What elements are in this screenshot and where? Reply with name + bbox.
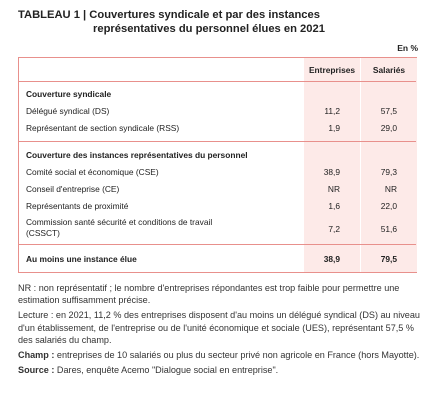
note-source: [18, 364, 422, 376]
section-heading-couverture-syndicale: Couverture syndicale: [26, 89, 112, 99]
table-title-line1: TABLEAU 1 | Couvertures syndicale et par des instances: [18, 9, 320, 21]
row-label-representants-proximite: Représentants de proximité: [26, 201, 129, 211]
cell-cse-entreprises: 38,9: [323, 167, 340, 177]
row-label-ds: Délégué syndical (DS): [26, 106, 110, 116]
cell-total-salaries: 79,5: [380, 254, 397, 264]
note-champ-text: entreprises de 10 salariés ou plus du secteur privé non agricole en France (hors Mayotte).: [54, 350, 420, 361]
row-label-cssct-line2: (CSSCT): [26, 227, 60, 238]
cell-cssct-salaries: 51,6: [380, 224, 397, 234]
cell-rss-salaries: 29,0: [380, 123, 397, 133]
row-label-total: Au moins une instance élue: [26, 254, 137, 264]
note-champ-label: Champ :: [18, 350, 55, 361]
row-label-ce: Conseil d'entreprise (CE): [26, 184, 120, 194]
data-table: [18, 57, 417, 273]
row-label-rss: Représentant de section syndicale (RSS): [26, 123, 180, 133]
row-label-cssct: [26, 217, 212, 238]
table-title-line2: représentatives du personnel élues en 2021: [93, 23, 325, 35]
header-divider: [19, 81, 416, 82]
note-source-label: Source :: [18, 365, 55, 376]
column-header-entreprises: Entreprises: [308, 65, 356, 75]
salaries-column-fill: [361, 58, 417, 272]
note-nr: NR : non représentatif ; le nombre d'entreprises répondantes est trop faible pour permettre une estimation suffisamment précise.: [18, 283, 400, 306]
cell-proximite-salaries: 22,0: [380, 201, 397, 211]
cell-ds-entreprises: 11,2: [324, 106, 340, 116]
cell-rss-entreprises: 1,9: [328, 123, 340, 133]
total-divider: [19, 244, 416, 245]
table-notes: [18, 282, 422, 379]
note-source-text: Dares, enquête Acemo "Dialogue social en entreprise".: [54, 365, 279, 376]
section-divider: [19, 141, 416, 142]
cell-cse-salaries: 79,3: [380, 167, 397, 177]
note-lecture: Lecture : en 2021, 11,2 % des entreprises disposent d'au moins un délégué syndical (DS) au niveau d'un établissement, de l'entreprise ou de l'unité économique et sociale (UES), représentant 57,5 % des salariés du champ.: [18, 310, 420, 345]
row-label-cse: Comité social et économique (CSE): [26, 167, 159, 177]
section-heading-instances-representatives: Couverture des instances représentatives du personnel: [26, 150, 248, 160]
cell-proximite-entreprises: 1,6: [328, 201, 340, 211]
row-label-cssct-line1: Commission santé sécurité et conditions de travail: [26, 217, 213, 227]
cell-total-entreprises: 38,9: [323, 254, 340, 264]
note-champ: [18, 349, 422, 361]
entreprises-column-fill: [304, 58, 360, 272]
cell-ce-salaries: NR: [384, 184, 397, 194]
table-title: [18, 8, 418, 36]
cell-cssct-entreprises: 7,2: [328, 224, 340, 234]
cell-ds-salaries: 57,5: [380, 106, 397, 116]
column-header-salaries: Salariés: [372, 65, 406, 75]
unit-label: En %: [397, 43, 418, 53]
cell-ce-entreprises: NR: [327, 184, 340, 194]
